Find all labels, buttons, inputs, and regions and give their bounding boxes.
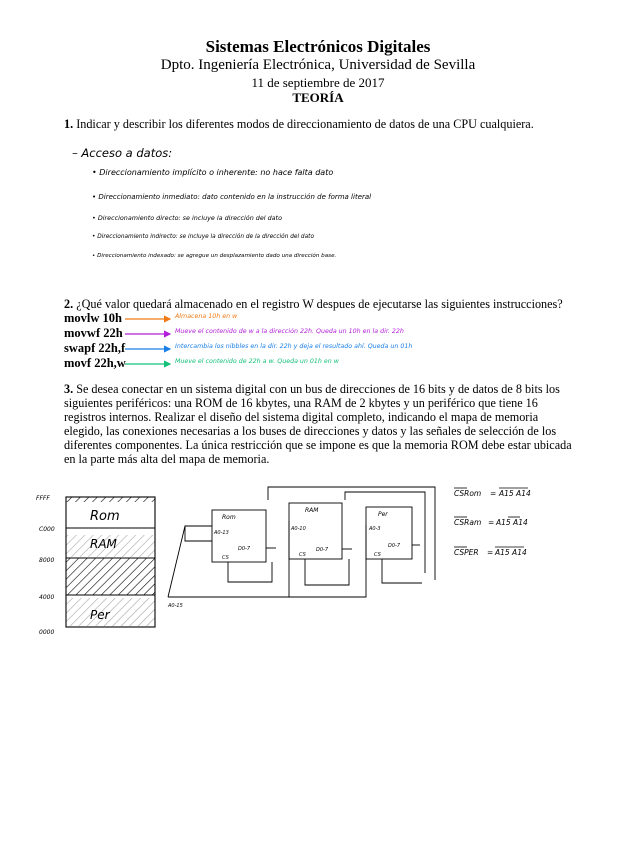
cs-wire	[228, 562, 272, 582]
svg-text:=: =	[487, 548, 494, 557]
document-title: Sistemas Electrónicos Digitales	[205, 37, 431, 56]
q1-answer-item: • Direccionamiento inmediato: dato contenido en la instrucción de forma literal	[92, 193, 372, 201]
cs-wire	[305, 559, 349, 585]
map-region-label: Per	[90, 608, 110, 622]
cs-equation-lhs: CSRam	[454, 518, 482, 527]
question-3-number: 3.	[64, 382, 74, 396]
q1-answer-item: • Direccionamiento indexado: se agregue un desplazamiento dado una dirección base.	[92, 253, 337, 259]
chip-addr-pin: A0-13	[214, 530, 229, 536]
cs-wire	[345, 492, 425, 573]
q1-answer-item: • Direccionamiento directo: se incluye la dirección del dato	[92, 214, 282, 222]
chip-data-pin: D0-7	[238, 546, 251, 552]
q1-answer-item: • Direccionamiento indirecto: se incluye la dirección de la dirección del dato	[92, 234, 314, 240]
instruction-code: movlw 10h	[64, 311, 122, 325]
map-region-label: Rom	[90, 509, 120, 524]
rom-chip	[212, 510, 266, 562]
instruction-note: Mueve el contenido de 22h a w. Queda un 01h en w	[175, 358, 339, 365]
question-2-text: ¿Qué valor quedará almacenado en el registro W despues de ejecutarse las siguientes instrucciones?	[76, 297, 563, 311]
address-bus-label: A0-15	[168, 603, 183, 609]
cs-equation-rhs: A15 A14	[499, 489, 531, 498]
per-chip	[366, 507, 412, 559]
chip-cs-pin: CS	[374, 552, 381, 558]
map-address: C000	[39, 526, 55, 533]
instruction-code: swapf 22h,f	[64, 341, 126, 355]
map-region-label: RAM	[90, 537, 117, 551]
map-address: 4000	[39, 594, 55, 601]
svg-text:=: =	[488, 518, 495, 527]
chip-label: Rom	[222, 514, 236, 521]
cs-wire	[268, 487, 435, 580]
section-title: TEORÍA	[292, 90, 344, 105]
cs-equation-lhs: CSPER	[454, 548, 479, 557]
chip-cs-pin: CS	[299, 552, 306, 558]
chip-label: Per	[378, 511, 388, 518]
instruction-code: movwf 22h	[64, 326, 123, 340]
question-3-text: Se desea conectar en un sistema digital con un bus de direcciones de 16 bits y de datos de 8 bits los siguientes periféricos: una ROM de 16 kbytes, una RAM de 2 kbytes y un periférico que tiene 16 registros internos. Realizar el diseño del sistema digital completo, indicando el mapa de memoria elegido, las conexiones necesarias a los buses de direcciones y datos y las señales de selección de los diferentes componentes. La única restricción que se impone es que la memoria ROM debe estar ubicada en la parte más alta del mapa de memoria.	[64, 382, 572, 466]
cs-equation-rhs: A15 A14	[496, 518, 528, 527]
instruction-note: Mueve el contenido de w a la dirección 22h. Queda un 10h en la dir. 22h	[175, 328, 404, 335]
chip-data-pin: D0-7	[388, 543, 401, 549]
exam-date: 11 de septiembre de 2017	[251, 75, 385, 90]
instruction-note: Almacena 10h en w	[175, 313, 238, 320]
svg-text:=: =	[490, 489, 497, 498]
address-bus	[185, 526, 212, 541]
address-bus	[289, 525, 366, 597]
q1-answer-heading: – Acceso a datos:	[72, 146, 173, 160]
map-address: FFFF	[36, 495, 50, 502]
question-1-text: Indicar y describir los diferentes modos de direccionamiento de datos de una CPU cualquiera.	[76, 117, 534, 131]
cs-equation-rhs: A15 A14	[495, 548, 527, 557]
question-2-number: 2.	[64, 297, 74, 311]
map-address: 8000	[39, 557, 55, 564]
question-1-number: 1.	[64, 117, 74, 131]
chip-addr-pin: A0-10	[291, 526, 306, 532]
chip-cs-pin: CS	[222, 555, 229, 561]
chip-data-pin: D0-7	[316, 547, 329, 553]
chip-label: RAM	[305, 507, 319, 514]
department-line: Dpto. Ingeniería Electrónica, Universidad de Sevilla	[160, 57, 476, 73]
map-address: 0000	[39, 629, 55, 636]
instruction-code: movf 22h,w	[64, 356, 126, 370]
cs-equation-lhs: CSRom	[454, 489, 482, 498]
instruction-note: Intercambia los nibbles en la dir. 22h y deja el resultado ahí. Queda un 01h	[175, 343, 413, 350]
chip-addr-pin: A0-3	[369, 526, 381, 532]
q1-answer-item: • Direccionamiento implícito o inherente: no hace falta dato	[92, 168, 334, 177]
cs-wire	[382, 559, 422, 583]
address-bus	[168, 526, 212, 597]
